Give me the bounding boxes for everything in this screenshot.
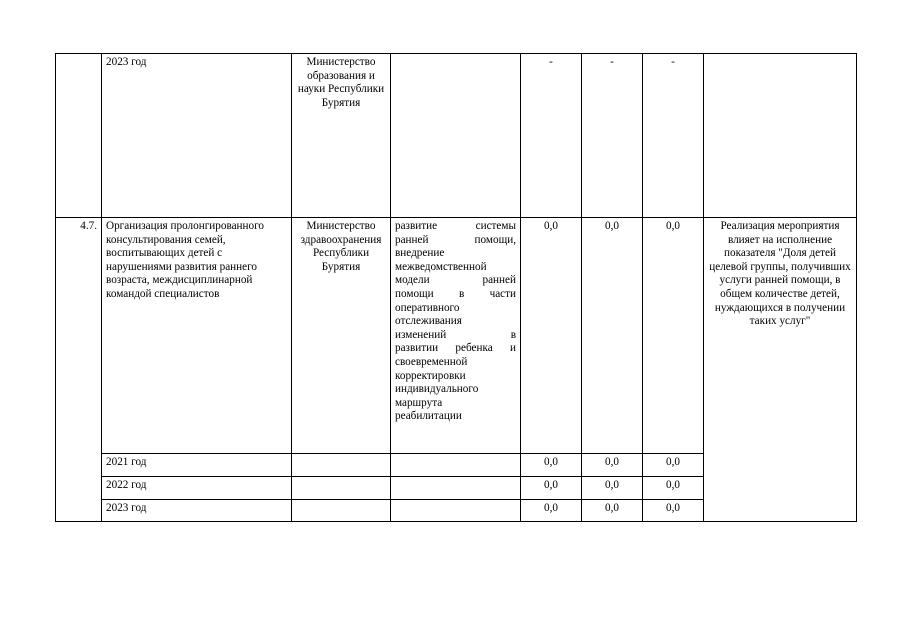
cell-executor-empty xyxy=(292,477,391,500)
cell-value-1: - xyxy=(521,54,582,218)
cell-year: 2022 год xyxy=(102,477,292,500)
result-line: межведомственной xyxy=(395,260,487,273)
cell-result-empty xyxy=(391,500,521,522)
program-measures-table xyxy=(55,53,857,522)
cell-value-1: 0,0 xyxy=(521,454,582,477)
cell-measure-title: Организация пролонгированного консультирования семей, воспитывающих детей с нарушениями развития раннего возраста, междисциплинарной командой специалистов xyxy=(102,218,292,454)
cell-executor: Министерство здравоохранения Республики Бурятия xyxy=(292,218,391,454)
cell-value-2: 0,0 xyxy=(582,454,643,477)
result-line: ранней помощи, xyxy=(395,233,516,246)
cell-result-empty xyxy=(391,477,521,500)
cell-result-empty xyxy=(391,54,521,218)
table-row-2023-top xyxy=(56,54,857,218)
result-line: модели ранней xyxy=(395,274,516,287)
cell-value-3: 0,0 xyxy=(643,454,704,477)
cell-expected-result xyxy=(391,218,521,454)
cell-value-2: - xyxy=(582,54,643,218)
cell-year: 2023 год xyxy=(102,500,292,522)
result-line: оперативного xyxy=(395,301,460,314)
cell-value-1: 0,0 xyxy=(521,477,582,500)
cell-value-3: 0,0 xyxy=(643,500,704,522)
cell-year: 2023 год xyxy=(102,54,292,218)
result-line: маршрута xyxy=(395,396,443,409)
cell-value-2: 0,0 xyxy=(582,477,643,500)
cell-number: 4.7. xyxy=(56,218,102,522)
cell-value-1: 0,0 xyxy=(521,500,582,522)
result-line: реабилитации xyxy=(395,410,462,423)
cell-year: 2021 год xyxy=(102,454,292,477)
cell-executor-empty xyxy=(292,500,391,522)
cell-value-2: 0,0 xyxy=(582,218,643,454)
cell-indicator: Реализация мероприятия влияет на исполнение показателя "Доля детей целевой группы, получивших услуги ранней помощи, в общем количестве детей, нуждающихся в получении таких услуг" xyxy=(704,218,857,522)
result-line: развитие системы xyxy=(395,220,516,232)
cell-indicator-empty xyxy=(704,54,857,218)
cell-executor: Министерство образования и науки Республики Бурятия xyxy=(292,54,391,218)
result-line: внедрение xyxy=(395,247,445,260)
cell-executor-empty xyxy=(292,454,391,477)
cell-value-3: 0,0 xyxy=(643,218,704,454)
cell-result-empty xyxy=(391,454,521,477)
table-row-4-7 xyxy=(56,218,857,454)
cell-number-empty xyxy=(56,54,102,218)
cell-value-2: 0,0 xyxy=(582,500,643,522)
result-line: развитии ребенка и xyxy=(395,342,516,355)
result-line: своевременной xyxy=(395,355,468,368)
result-line: отслеживания xyxy=(395,315,462,328)
result-line: помощи в части xyxy=(395,287,516,300)
result-line: изменений в xyxy=(395,328,516,341)
result-line: корректировки xyxy=(395,369,466,382)
cell-value-3: - xyxy=(643,54,704,218)
cell-value-1: 0,0 xyxy=(521,218,582,454)
cell-value-3: 0,0 xyxy=(643,477,704,500)
result-line: индивидуального xyxy=(395,383,479,396)
